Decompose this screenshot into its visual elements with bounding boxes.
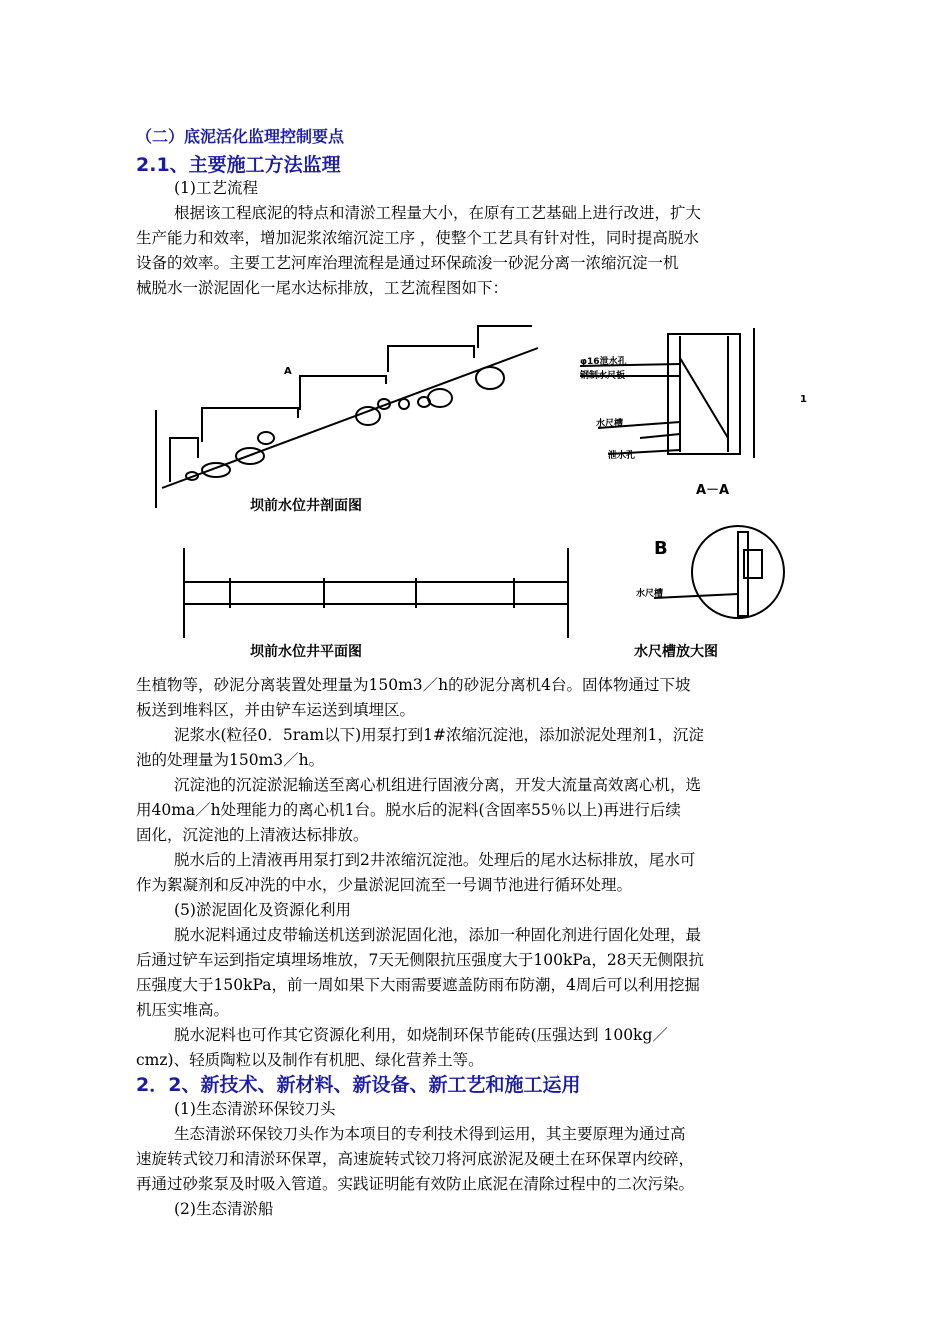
label-gauge-2: 水尺槽 [636,589,664,599]
label-steel: 钢制水尺板 [580,371,626,381]
caption-detail: 水尺槽放大图 [634,644,718,660]
label-gauge: 水尺槽 [596,419,624,429]
item-process-flow: (1)工艺流程 [174,179,258,197]
section-step-2 [202,408,298,442]
para-6-line-4: 机压实堆高。 [136,1001,230,1019]
para-4-line-2: 用40ma／h处理能力的离心机1台。脱水后的泥料(含固率55％以上)再进行后续 [136,801,681,819]
section-heading-2-2: 2．2、新技术、新材料、新设备、新工艺和施工运用 [136,1074,581,1096]
section-step-4 [388,346,474,372]
section-step-3 [300,376,386,410]
item-sludge-solidification: (5)淤泥固化及资源化利用 [174,901,351,919]
para-1-line-4: 械脱水一淤泥固化一尾水达标排放，工艺流程图如下： [136,279,509,297]
para-1-line-3: 设备的效率。主要工艺河库治理流程是通过环保疏浚一砂泥分离一浓缩沉淀一机 [136,254,679,272]
para-3-line-2: 池的处理量为150m3／h。 [136,751,325,769]
label-drain: 泄水孔 [608,451,636,461]
para-7-line-1: 脱水泥料也可作其它资源化利用，如烧制环保节能砖(压强达到 100kg／ [174,1026,668,1044]
para-4-line-1: 沉淀池的沉淀淤泥输送至离心机组进行固液分离，开发大流量高效离心机，选 [174,776,702,794]
water-level-well-figure [140,318,830,670]
aa-section-box [668,334,740,454]
para-6-line-1: 脱水泥料通过皮带输送机送到淤泥固化池，添加一种固化剂进行固化处理，最 [174,926,702,944]
para-5-line-2: 作为絮凝剂和反冲洗的中水，少量淤泥回流至一号调节池进行循环处理。 [136,876,633,894]
section-step-5 [478,326,532,348]
label-hole: φ16泄水孔 [580,357,627,367]
para-6-line-2: 后通过铲车运到指定填埋场堆放，7天无侧限抗压强度大于100kPa，28天无侧限抗 [136,951,705,969]
label-dim: 1 [800,394,807,405]
para-5-line-1: 脱水后的上清液再用泵打到2井浓缩沉淀池。处理后的尾水达标排放，尾水可 [174,851,696,869]
para-7-line-2: cmz)、轻质陶粒以及制作有机肥、绿化营养土等。 [136,1051,484,1069]
para-8-line-2: 速旋转式铰刀和清淤环保罩，高速旋转式铰刀将河底淤泥及硬土在环保罩内绞碎， [136,1150,695,1168]
section-subheading: （二）底泥活化监理控制要点 [136,127,345,146]
para-1-line-1: 根据该工程底泥的特点和清淤工程量大小，在原有工艺基础上进行改进，扩大 [174,204,702,222]
item-eco-cutter-head: (1)生态清淤环保铰刀头 [174,1100,336,1118]
para-6-line-3: 压强度大于150kPa，前一周如果下大雨需要遮盖防雨布防潮，4周后可以利用挖掘 [136,976,700,994]
label-a: A [284,366,292,377]
para-4-line-3: 固化，沉淀池的上清液达标排放。 [136,826,369,844]
caption-plan: 坝前水位井平面图 [250,644,362,660]
section-heading-2-1: 2.1、主要施工方法监理 [136,154,341,176]
caption-aa: A－A [696,483,730,498]
plan-channel [184,582,568,604]
label-b: B [654,538,668,559]
para-1-line-2: 生产能力和效率，增加泥浆浓缩沉淀工序 ，使整个工艺具有针对性，同时提高脱水 [136,229,699,247]
para-2-line-2: 板送到堆料区，并由铲车运送到填埋区。 [136,701,416,719]
item-eco-dredger: (2)生态清淤船 [174,1200,274,1218]
para-8-line-3: 再通过砂浆泵及时吸入管道。实践证明能有效防止底泥在清除过程中的二次污染。 [136,1175,695,1193]
para-2-line-1: 生植物等，砂泥分离装置处理量为150m3／h的砂泥分离机4台。固体物通过下坡 [136,676,691,694]
caption-section: 坝前水位井剖面图 [250,498,362,514]
para-3-line-1: 泥浆水(粒径0．5ram以下)用泵打到1#浓缩沉淀池，添加淤泥处理剂1，沉淀 [174,726,704,744]
para-8-line-1: 生态清淤环保铰刀头作为本项目的专利技术得到运用，其主要原理为通过高 [174,1125,686,1143]
